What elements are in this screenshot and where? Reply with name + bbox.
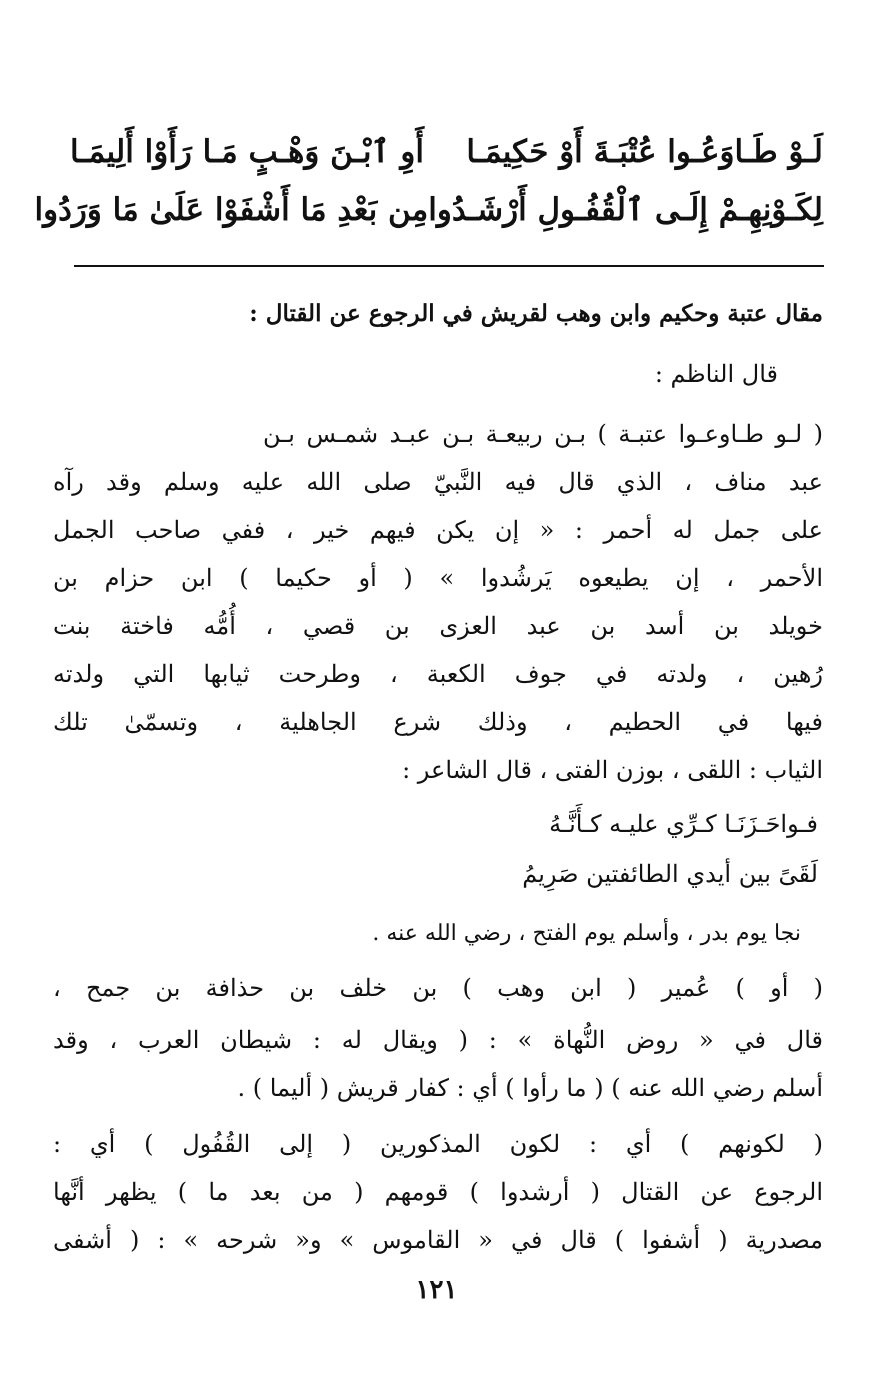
paragraph-1-line-5: خويلد بن أسد بن عبد العزى بن قصي ، أُمُّه فاختة بنت — [53, 612, 823, 640]
paragraph-1-line-1: ( لـو طـاوعـوا عتبـة ) بـن ربيعـة بـن عبـد شمـس بـن — [263, 420, 823, 448]
poem-line-2: لَقَىً بين أيدي الطائفتين صَرِيمُ — [522, 860, 818, 888]
paragraph-1-ending: نجا يوم بدر ، وأسلم يوم الفتح ، رضي الله عنه . — [372, 921, 801, 946]
paragraph-1-line-3: على جمل له أحمر : « إن يكن فيهم خير ، ففي صاحب الجمل — [53, 516, 823, 544]
verse-1-second-hemistich: أَوِ ٱبْـنَ وَهْـبٍ مَـا رَأَوْا أَلِيمَـا — [70, 134, 425, 170]
separator-rule — [74, 265, 824, 267]
paragraph-1-line-8: الثياب : اللقى ، بوزن الفتى ، قال الشاعر : — [402, 756, 823, 784]
paragraph-2-line-1: ( أو ) عُمير ( ابن وهب ) بن خلف بن حذافة بن جمح ، — [53, 974, 823, 1002]
verse-2-second-hemistich: مِن بَعْدِ مَا أَشْفَوْا عَلَىٰ مَا وَرَدُوا — [34, 192, 429, 228]
nazim-label: قال الناظم : — [654, 360, 778, 388]
verse-line-2 — [34, 180, 823, 240]
paragraph-1-line-2: عبد مناف ، الذي قال فيه النَّبيّ صلى الله عليه وسلم وقد رآه — [53, 468, 823, 496]
verse-1-first-hemistich: لَـوْ طَـاوَعُـوا عُتْبَـةَ أَوْ حَكِيمَـا — [466, 134, 823, 170]
paragraph-2-line-3: أسلم رضي الله عنه ) ( ما رأوا ) أي : كفار قريش ( أليما ) . — [237, 1074, 823, 1102]
paragraph-1-line-7: فيها في الحطيم ، وذلك شرع الجاهلية ، وتسمّىٰ تلك — [53, 708, 823, 736]
paragraph-2-line-2: قال في « روض النُّهاة » : ( ويقال له : شيطان العرب ، وقد — [53, 1026, 823, 1054]
paragraph-3-line-3: مصدرية ( أشفوا ) قال في « القاموس » و« شرحه » : ( أشفى — [53, 1226, 823, 1254]
verse-line-1 — [70, 122, 823, 182]
poem-line-1: فـواحَـزَنَـا كـرِّي عليـه كـأَنَّـهُ — [549, 810, 818, 838]
section-heading: مقال عتبة وحكيم وابن وهب لقريش في الرجوع عن القتال : — [249, 300, 823, 327]
paragraph-1-line-4: الأحمر ، إن يطيعوه يَرشُدوا » ( أو حكيما ) ابن حزام بن — [53, 564, 823, 592]
paragraph-3-line-1: ( لكونهم ) أي : لكون المذكورين ( إلى القُفُول ) أي : — [53, 1130, 823, 1158]
paragraph-1-line-6: رُهين ، ولدته في جوف الكعبة ، وطرحت ثيابها التي ولدته — [53, 660, 823, 688]
page-number: ١٢١ — [415, 1275, 458, 1305]
paragraph-3-line-2: الرجوع عن القتال ( أرشدوا ) قومهم ( من بعد ما ) يظهر أنَّها — [53, 1178, 823, 1206]
verse-2-first-hemistich: لِكَـوْنِهِـمْ إِلَـى ٱلْقُفُـولِ أَرْشَـدُوا — [428, 192, 823, 228]
